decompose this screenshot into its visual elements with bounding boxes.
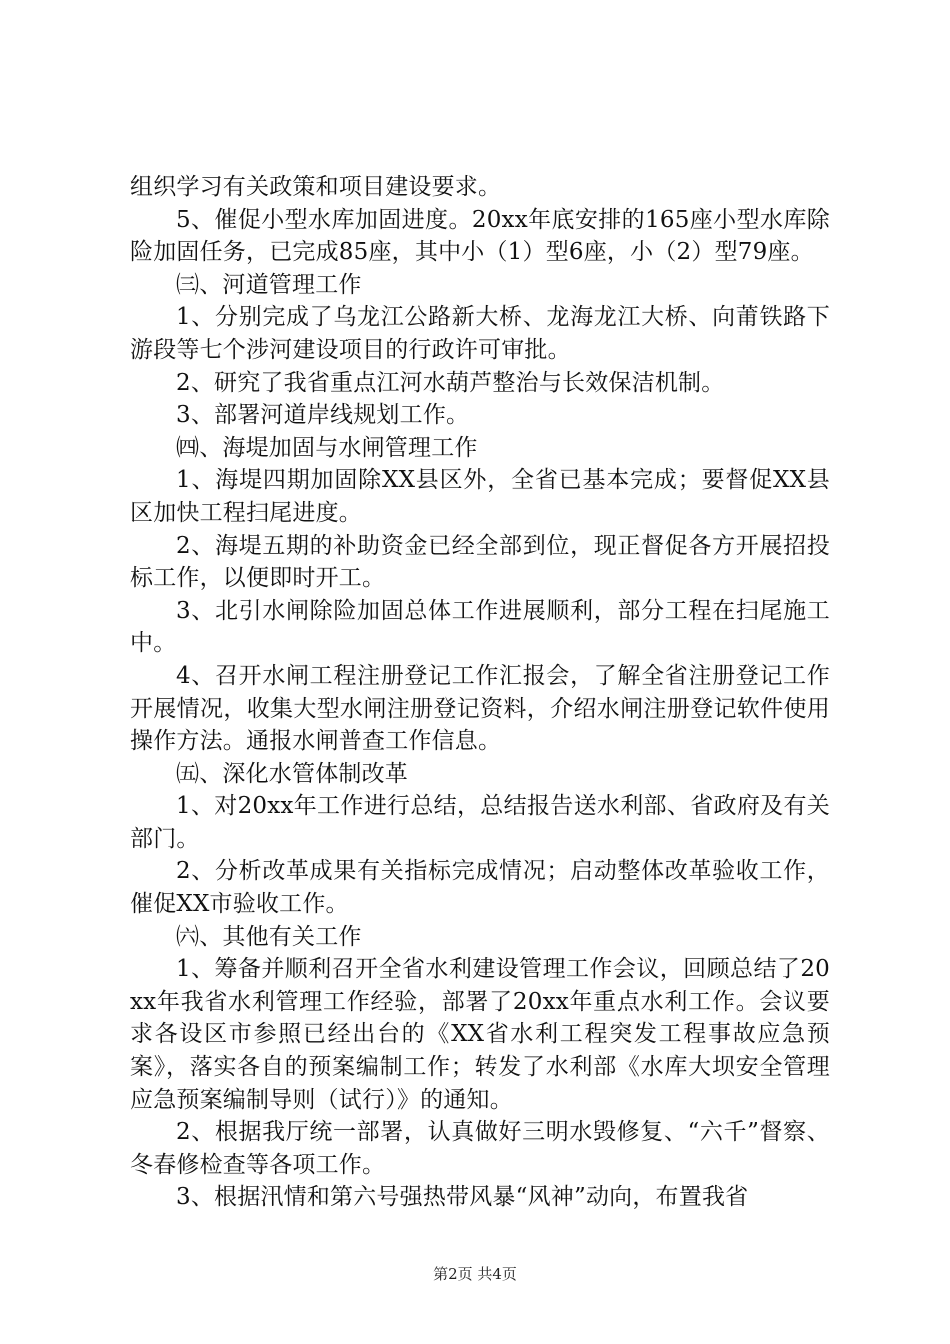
document-body xyxy=(130,171,830,1214)
paragraph: 3、北引水闸除险加固总体工作进展顺利，部分工程在扫尾施工中。 xyxy=(130,597,830,657)
paragraph: 2、研究了我省重点江河水葫芦整治与长效保洁机制。 xyxy=(176,369,725,396)
paragraph: 1、海堤四期加固除XX县区外，全省已基本完成；要督促XX县区加快工程扫尾进度。 xyxy=(130,467,830,526)
section-heading: ㈢、河道管理工作 xyxy=(176,271,362,298)
paragraph: 5、催促小型水库加固进度。20xx年底安排的165座小型水库除险加固任务，已完成85座，其中小（1）型6座，小（2）型79座。 xyxy=(130,206,830,266)
paragraph: 1、筹备并顺利召开全省水利建设管理工作会议，回顾总结了20xx年我省水利管理工作经验，部署了20xx年重点水利工作。会议要求各设区市参照已经出台的《XX省水利工程突发工程事故应急预案》，落实各自的预案编制工作；转发了水利部《水库大坝安全管理应急预案编制导则（试行）》的通知。 xyxy=(130,956,830,1113)
section-heading: ㈤、深化水管体制改革 xyxy=(176,760,408,787)
paragraph: 2、根据我厅统一部署，认真做好三明水毁修复、“六千”督察、冬春修检查等各项工作。 xyxy=(130,1119,830,1178)
paragraph: 3、根据汛情和第六号强热带风暴“风神”动向，布置我省 xyxy=(176,1184,749,1211)
paragraph: 组织学习有关政策和项目建设要求。 xyxy=(130,174,502,200)
page-footer: 第2页 共4页 xyxy=(433,1265,517,1283)
paragraph: 2、分析改革成果有关指标完成情况；启动整体改革验收工作，催促XX市验收工作。 xyxy=(130,858,830,918)
paragraph: 4、召开水闸工程注册登记工作汇报会，了解全省注册登记工作开展情况，收集大型水闸注册登记资料，介绍水闸注册登记软件使用操作方法。通报水闸普查工作信息。 xyxy=(130,662,830,755)
section-heading: ㈣、海堤加固与水闸管理工作 xyxy=(176,434,478,461)
paragraph: 1、对20xx年工作进行总结，总结报告送水利部、省政府及有关部门。 xyxy=(130,793,830,852)
section-heading: ㈥、其他有关工作 xyxy=(176,923,362,950)
paragraph: 1、分别完成了乌龙江公路新大桥、龙海龙江大桥、向莆铁路下游段等七个涉河建设项目的行政许可审批。 xyxy=(130,304,830,363)
paragraph: 3、部署河道岸线规划工作。 xyxy=(176,402,470,429)
paragraph: 2、海堤五期的补助资金已经全部到位，现正督促各方开展招投标工作，以便即时开工。 xyxy=(130,532,830,592)
